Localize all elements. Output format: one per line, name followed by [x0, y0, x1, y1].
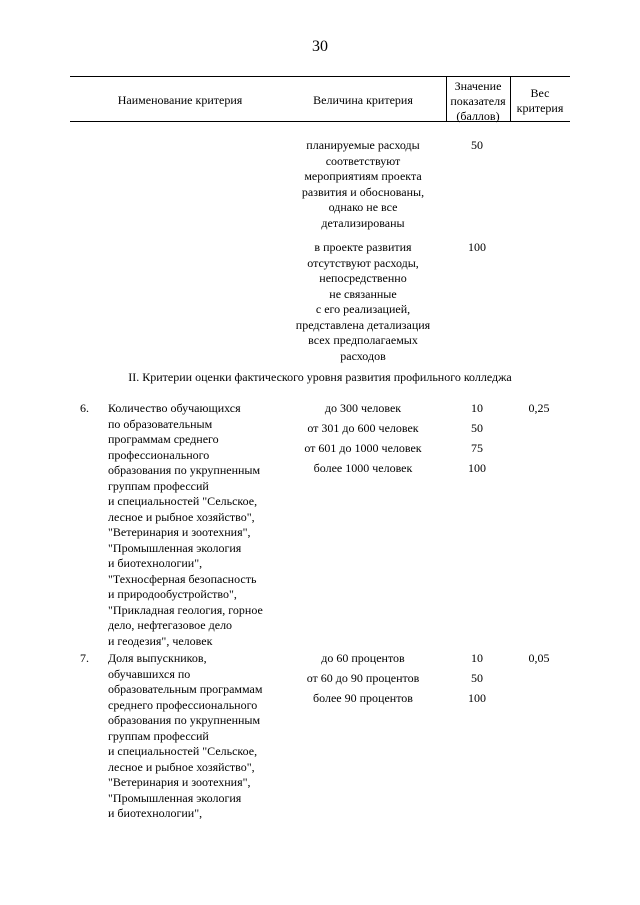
row-7-range-3: более 90 процентов: [313, 691, 413, 705]
section-title: II. Критерии оценки фактического уровня развития профильного колледжа: [128, 370, 512, 384]
row-6-score-3: 75: [471, 441, 483, 455]
continuation-score-1: 50: [471, 138, 483, 152]
row-7-range-2: от 60 до 90 процентов: [306, 671, 420, 685]
row-6-weight: 0,25: [528, 401, 550, 415]
header-criterion-value: Величина критерия: [313, 93, 413, 107]
row-6-score-1: 10: [471, 401, 483, 415]
row-7-score-2: 50: [471, 671, 483, 685]
row-6-range-3: от 601 до 1000 человек: [304, 441, 422, 455]
header-weight: Вес критерия: [516, 86, 564, 115]
row-7-weight: 0,05: [528, 651, 550, 665]
row-7-score-1: 10: [471, 651, 483, 665]
header-top-rule: [70, 76, 570, 77]
row-6-range-1: до 300 человек: [324, 401, 402, 415]
continuation-score-2: 100: [468, 240, 486, 254]
row-6-range-2: от 301 до 600 человек: [307, 421, 419, 435]
row-6-name: Количество обучающихся по образовательным программам среднего профессионального образования по укрупненным группам профессий и специальностей "Сельское, лесное и рыбное хозяйство", "Ветеринария и зоотехния", "Промышленная экология и биотехнологии", "Техносферная безопасность и природообустройство", "Прикладная геология, горное дело, нефтегазовое дело и геодезия", человек: [108, 401, 263, 648]
page-number: 30: [312, 38, 328, 55]
row-7-range-1: до 60 процентов: [321, 651, 405, 665]
row-6-range-4: более 1000 человек: [313, 461, 413, 475]
row-6-score-4: 100: [468, 461, 486, 475]
header-score: Значение показателя (баллов): [450, 79, 506, 123]
header-criterion-name: Наименование критерия: [117, 93, 243, 107]
row-7-score-3: 100: [468, 691, 486, 705]
continuation-value-1: планируемые расходы соответствуют мероприятиям проекта развития и обоснованы, однако не все детализированы: [301, 138, 425, 230]
row-7-name: Доля выпускников, обучавшихся по образовательным программам среднего профессионального образования по укрупненным группам профессий и специальностей "Сельское, лесное и рыбное хозяйство", "Ветеринария и зоотехния", "Промышленная экология и биотехнологии",: [108, 651, 263, 820]
row-7-number: 7.: [80, 651, 89, 665]
row-6-score-2: 50: [471, 421, 483, 435]
continuation-value-2: в проекте развития отсутствуют расходы, непосредственно не связанные с его реализацией, представлена детализация всех предполагаемых расходов: [295, 240, 431, 363]
row-6-number: 6.: [80, 401, 89, 415]
